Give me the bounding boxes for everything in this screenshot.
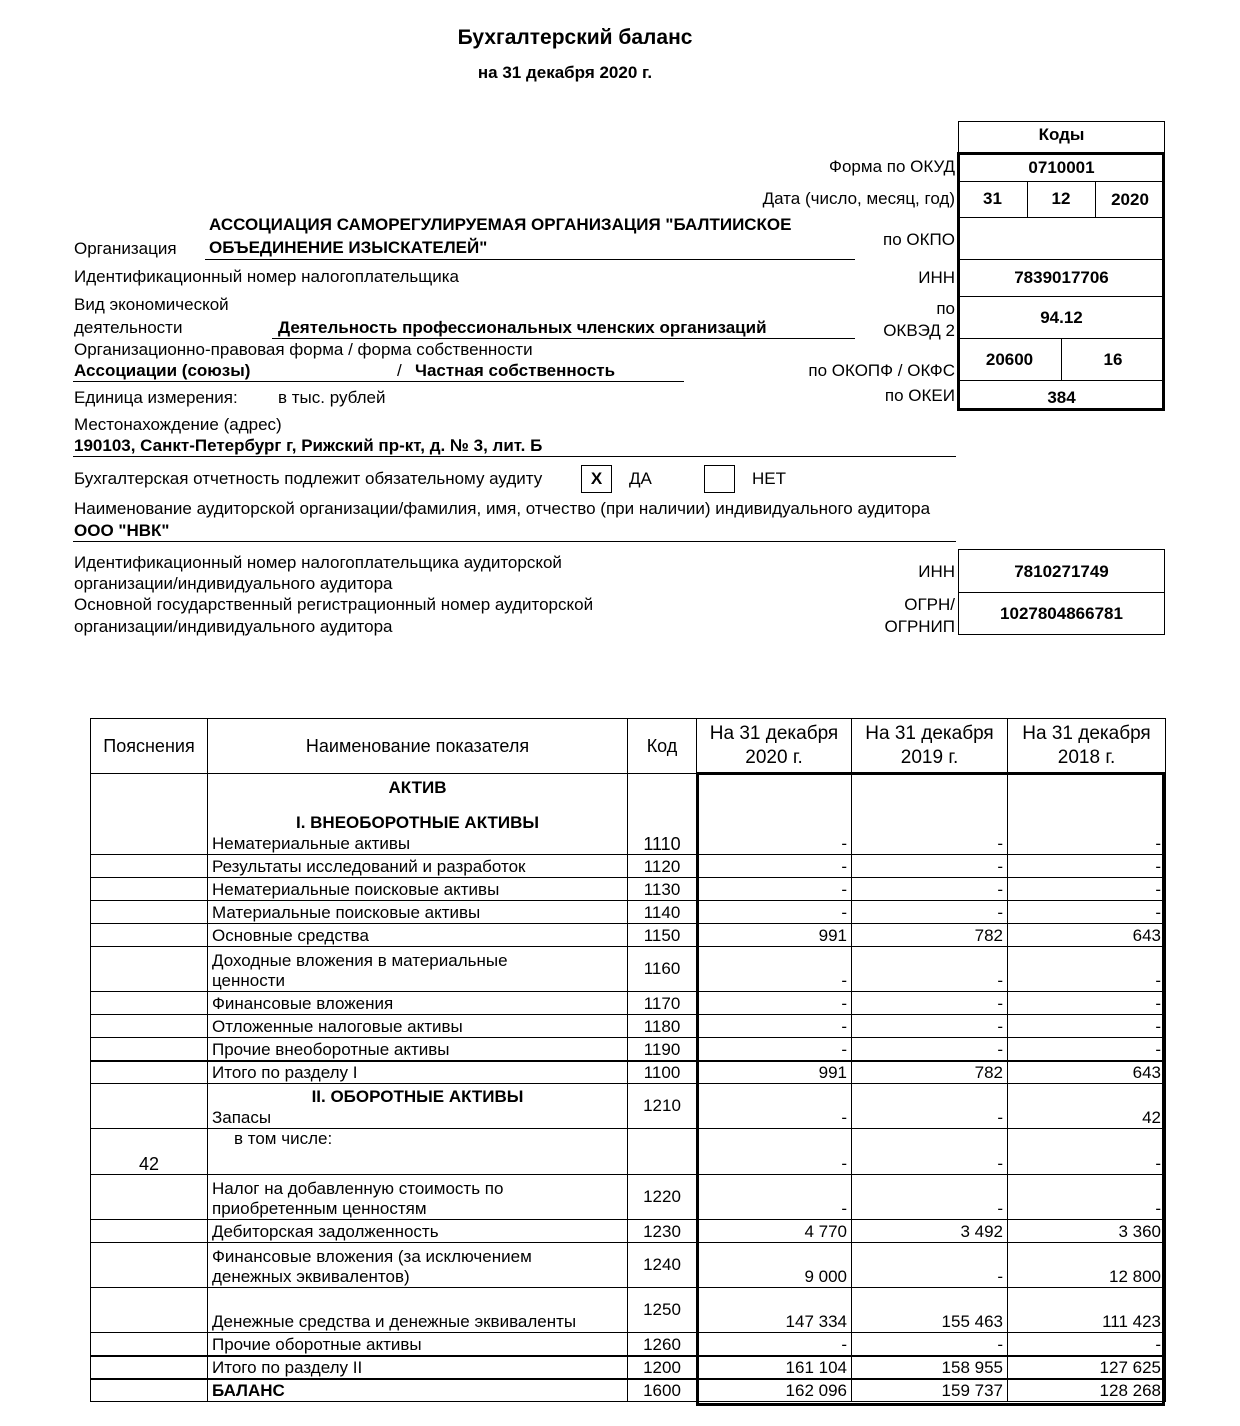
row-code: 1120 xyxy=(628,855,697,878)
legal-form-value: Ассоциации (союзы) xyxy=(74,361,251,380)
row-name: Финансовые вложения xyxy=(212,994,394,1013)
inn-value: 7839017706 xyxy=(1014,268,1109,287)
table-row xyxy=(91,924,1166,947)
table-row xyxy=(91,901,1166,924)
row-value-v2019: - xyxy=(852,1084,1008,1129)
table-row xyxy=(91,1356,1166,1379)
row-name: Прочие оборотные активы xyxy=(212,1334,422,1354)
row-name-continued: ценности xyxy=(212,971,286,990)
header-code: Код xyxy=(628,719,697,774)
row-code: 1230 xyxy=(628,1220,697,1243)
row-value-v2020: 161 104 xyxy=(697,1356,852,1379)
row-value-v2019: - xyxy=(852,901,1008,924)
audit-yes-label: ДА xyxy=(629,469,652,488)
row-name: Доходные вложения в материальные xyxy=(212,951,508,970)
ownership-value: Частная собственность xyxy=(415,361,616,380)
header-2020: На 31 декабря 2020 г. xyxy=(697,719,852,774)
table-row xyxy=(91,1243,1166,1288)
auditor-value: ООО "НВК" xyxy=(74,521,170,540)
okfs-value: 16 xyxy=(1103,350,1123,369)
taxpayer-id-label: Идентификационный номер налогоплательщика xyxy=(74,267,459,286)
page-subtitle: на 31 декабря 2020 г. xyxy=(477,63,653,82)
table-row xyxy=(91,1084,1166,1129)
auditor-ogrn-label-2: ОГРНИП xyxy=(884,617,955,636)
section-1-heading: I. ВНЕОБОРОТНЫЕ АКТИВЫ xyxy=(295,813,540,832)
row-value-v2020: - xyxy=(697,1084,852,1129)
org-name-line-1: АССОЦИАЦИЯ САМОРЕГУЛИРУЕМАЯ ОРГАНИЗАЦИЯ "БАЛТИИСКОЕ xyxy=(209,215,792,234)
row-value-v2020: - xyxy=(697,855,852,878)
row-name-continued: денежных эквивалентов) xyxy=(212,1267,410,1286)
row-note xyxy=(91,1015,208,1038)
row-value-v2020: - xyxy=(697,1038,852,1061)
activity-label-1: Вид экономической xyxy=(74,295,229,314)
okopf-label: по ОКОПФ / ОКФС xyxy=(808,361,955,380)
table-row xyxy=(91,878,1166,901)
row-code: 1100 xyxy=(628,1061,697,1084)
row-value-v2018: 643 xyxy=(1008,924,1166,947)
row-note xyxy=(91,1288,208,1333)
row-value-v2020: 147 334 xyxy=(697,1288,852,1333)
row-value-v2018: 42 xyxy=(1008,1084,1166,1129)
row-note xyxy=(91,924,208,947)
row-value-v2020: 991 xyxy=(697,1061,852,1084)
row-code: 1130 xyxy=(628,878,697,901)
row-value-v2019: - xyxy=(852,1129,1008,1175)
row-code: 1150 xyxy=(628,924,697,947)
row-value-v2019: 159 737 xyxy=(852,1379,1008,1402)
row-value-v2020: - xyxy=(697,1175,852,1220)
row-code: 1240 xyxy=(628,1243,697,1288)
row-code: 1160 xyxy=(628,947,697,992)
audit-question: Бухгалтерская отчетность подлежит обязательному аудиту xyxy=(74,469,543,488)
row-value-v2020: - xyxy=(697,1129,852,1175)
row-value-v2019: 158 955 xyxy=(852,1356,1008,1379)
okud-value: 0710001 xyxy=(1028,158,1095,177)
date-label: Дата (число, месяц, год) xyxy=(762,189,955,208)
table-row xyxy=(91,1288,1166,1333)
row-value-v2020: 9 000 xyxy=(697,1243,852,1288)
row-name: Основные средства xyxy=(212,926,369,945)
section-2-heading: II. ОБОРОТНЫЕ АКТИВЫ xyxy=(311,1087,524,1106)
row-note xyxy=(91,901,208,924)
row-value-v2019: - xyxy=(852,878,1008,901)
row-name-continued: приобретенным ценностям xyxy=(212,1199,427,1218)
date-month: 12 xyxy=(1051,189,1071,208)
row-code: 1170 xyxy=(628,992,697,1015)
address-label: Местонахождение (адрес) xyxy=(74,415,282,434)
balance-table xyxy=(90,718,1166,1402)
row-code: 1220 xyxy=(628,1175,697,1220)
row-name: Материальные поисковые активы xyxy=(212,903,481,922)
table-row xyxy=(91,1379,1166,1402)
okved-label-2: ОКВЭД 2 xyxy=(883,321,955,340)
okei-label: по ОКЕИ xyxy=(884,386,955,405)
row-value-v2019: - xyxy=(852,1038,1008,1061)
row-code: 1180 xyxy=(628,1015,697,1038)
row-value-v2019: - xyxy=(852,1333,1008,1356)
row-value-v2020: - xyxy=(697,878,852,901)
row-note xyxy=(91,855,208,878)
row-value-v2018: 111 423 xyxy=(1008,1288,1166,1333)
row-value-v2019: 782 xyxy=(852,1061,1008,1084)
row-value-v2018: 128 268 xyxy=(1008,1379,1166,1402)
legal-form-label: Организационно-правовая форма / форма собственности xyxy=(74,340,533,359)
table-row xyxy=(91,1333,1166,1356)
activity-value: Деятельность профессиональных членских организаций xyxy=(278,318,767,337)
row-note xyxy=(91,878,208,901)
row-value-v2020: - xyxy=(697,1333,852,1356)
auditor-inn-text-2: организации/индивидуального аудитора xyxy=(74,574,393,593)
aktiv-heading: АКТИВ xyxy=(388,778,447,797)
row-note xyxy=(91,947,208,992)
address-value: 190103, Санкт-Петербург г, Рижский пр-кт, д. № 3, лит. Б xyxy=(74,436,543,455)
row-code: 1260 xyxy=(628,1333,697,1356)
row-name: Финансовые вложения (за исключением xyxy=(212,1247,532,1266)
row-name: Дебиторская задолженность xyxy=(212,1222,439,1241)
row-value-v2018: - xyxy=(1008,1038,1166,1061)
row-name: Налог на добавленную стоимость по xyxy=(212,1179,504,1198)
date-day: 31 xyxy=(983,189,1002,208)
table-row xyxy=(91,1175,1166,1220)
row-name: в том числе: xyxy=(234,1129,333,1148)
table-row xyxy=(91,992,1166,1015)
row-name: Нематериальные поисковые активы xyxy=(212,880,500,899)
row-value-v2018: - xyxy=(1008,878,1166,901)
auditor-inn-value: 7810271749 xyxy=(1014,562,1109,581)
row-code: 1140 xyxy=(628,901,697,924)
row-value-v2019: - xyxy=(852,1243,1008,1288)
row-name: Итого по разделу I xyxy=(212,1063,358,1082)
okved-label-1: по xyxy=(936,299,955,318)
header-2018: На 31 декабря 2018 г. xyxy=(1008,719,1166,774)
row-value-v2019: 782 xyxy=(852,924,1008,947)
date-year: 2020 xyxy=(1111,190,1149,209)
auditor-ogrn-text-2: организации/индивидуального аудитора xyxy=(74,617,393,636)
row-value-v2019: - xyxy=(852,1015,1008,1038)
row-value-v2019: - xyxy=(852,992,1008,1015)
okpo-label: по ОКПО xyxy=(883,230,955,249)
row-name: Результаты исследований и разработок xyxy=(212,857,526,876)
row-value-v2019: - xyxy=(852,947,1008,992)
row-note xyxy=(91,1175,208,1220)
okud-label: Форма по ОКУД xyxy=(829,157,955,176)
row-value-v2018: - xyxy=(1008,1175,1166,1220)
auditor-ogrn-label-1: ОГРН/ xyxy=(904,595,955,614)
row-code: 1200 xyxy=(628,1356,697,1379)
table-row xyxy=(91,1061,1166,1084)
header-name: Наименование показателя xyxy=(208,719,628,774)
page-title: Бухгалтерский баланс xyxy=(457,26,693,49)
row-note xyxy=(91,1061,208,1084)
auditor-ogrn-value: 1027804866781 xyxy=(1000,604,1123,623)
table-row xyxy=(91,855,1166,878)
row-note xyxy=(91,1379,208,1402)
row-value-v2018: - xyxy=(1008,947,1166,992)
inn-label: ИНН xyxy=(918,268,955,287)
row-code: 1250 xyxy=(628,1288,697,1333)
audit-no-checkbox[interactable] xyxy=(704,465,735,493)
row-value-v2018: - xyxy=(1008,1333,1166,1356)
row-name: Запасы xyxy=(212,1108,272,1127)
row-note xyxy=(91,1220,208,1243)
table-row xyxy=(91,1129,1166,1175)
audit-yes-checkbox[interactable]: X xyxy=(581,465,612,493)
legal-form-slash: / xyxy=(397,361,402,380)
row-note: 42 xyxy=(91,1129,208,1175)
row-value-v2018: - xyxy=(1008,1015,1166,1038)
auditor-label: Наименование аудиторской организации/фамилия, имя, отчество (при наличии) индивидуального аудитора xyxy=(74,499,931,518)
row-note xyxy=(91,992,208,1015)
row-value-v2018: 3 360 xyxy=(1008,1220,1166,1243)
table-row xyxy=(91,1220,1166,1243)
table-row xyxy=(91,1038,1166,1061)
unit-label: Единица измерения: xyxy=(74,388,238,407)
row-note xyxy=(91,1243,208,1288)
row-note xyxy=(91,1333,208,1356)
row-value-v2020: - xyxy=(697,901,852,924)
row-value-v2018: - xyxy=(1008,855,1166,878)
header-2019: На 31 декабря 2019 г. xyxy=(852,719,1008,774)
row-name: Нематериальные активы xyxy=(212,834,411,853)
row-value-v2020: 991 xyxy=(697,924,852,947)
org-name-line-2: ОБЪЕДИНЕНИЕ ИЗЫСКАТЕЛЕЙ" xyxy=(209,238,488,257)
row-value-v2018: - xyxy=(1008,992,1166,1015)
row-value-v2019: - xyxy=(852,855,1008,878)
row-value-v2018: 643 xyxy=(1008,1061,1166,1084)
row-code: 1600 xyxy=(628,1379,697,1402)
table-row xyxy=(91,1015,1166,1038)
row-value-v2020: - xyxy=(697,1015,852,1038)
auditor-inn-label: ИНН xyxy=(918,562,955,581)
row-name: Итого по разделу II xyxy=(212,1357,363,1377)
table-row: АКТИВ I. ВНЕОБОРОТНЫЕ АКТИВЫ Нематериальные активы 1110 - - - xyxy=(91,774,1166,855)
okei-value: 384 xyxy=(1047,388,1076,407)
activity-label-2: деятельности xyxy=(74,318,183,337)
auditor-ogrn-text-1: Основной государственный регистрационный номер аудиторской xyxy=(74,595,594,614)
table-row xyxy=(91,947,1166,992)
okved-value: 94.12 xyxy=(1040,308,1083,327)
row-note xyxy=(91,1356,208,1379)
row-value-v2020: 4 770 xyxy=(697,1220,852,1243)
row-value-v2018: - xyxy=(1008,901,1166,924)
row-code xyxy=(628,1129,697,1175)
row-code: 1210 xyxy=(628,1084,697,1129)
row-code: 1190 xyxy=(628,1038,697,1061)
auditor-inn-text-1: Идентификационный номер налогоплательщика аудиторской xyxy=(74,553,562,572)
row-note xyxy=(91,1038,208,1061)
row-value-v2019: 155 463 xyxy=(852,1288,1008,1333)
row-value-v2018: - xyxy=(1008,1129,1166,1175)
row-name: Прочие внеоборотные активы xyxy=(212,1039,450,1059)
row-value-v2020: - xyxy=(697,992,852,1015)
audit-no-label: НЕТ xyxy=(752,469,786,488)
codes-header: Коды xyxy=(1038,125,1085,144)
okopf-value: 20600 xyxy=(985,350,1034,369)
row-value-v2018: 127 625 xyxy=(1008,1356,1166,1379)
row-name: БАЛАНС xyxy=(212,1381,285,1400)
row-value-v2019: - xyxy=(852,1175,1008,1220)
row-name: Отложенные налоговые активы xyxy=(212,1017,463,1036)
row-name: Денежные средства и денежные эквиваленты xyxy=(212,1312,577,1331)
row-value-v2019: 3 492 xyxy=(852,1220,1008,1243)
row-value-v2020: - xyxy=(697,947,852,992)
row-note xyxy=(91,1084,208,1129)
unit-value: в тыс. рублей xyxy=(278,388,386,407)
org-label: Организация xyxy=(74,239,177,258)
row-value-v2020: 162 096 xyxy=(697,1379,852,1402)
row-value-v2018: 12 800 xyxy=(1008,1243,1166,1288)
header-notes: Пояснения xyxy=(91,719,208,774)
